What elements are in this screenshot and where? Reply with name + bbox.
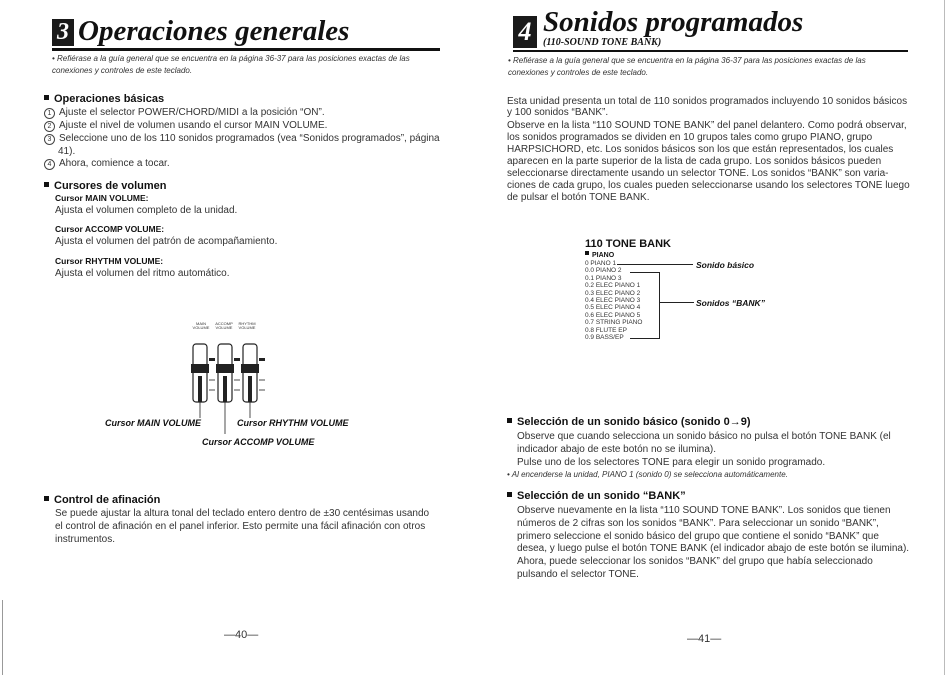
select-basic-note: • Al encenderse la unidad, PIANO 1 (sonido 0) se selecciona automáticamente.	[507, 470, 788, 479]
section-number-badge: 4	[513, 16, 537, 48]
basic-ops-heading: Operaciones básicas	[44, 93, 164, 105]
page-title: Sonidos programados	[543, 6, 804, 38]
caption-accomp-volume: Cursor ACCOMP VOLUME	[202, 437, 315, 447]
title-rule	[52, 48, 440, 51]
right-header	[513, 8, 803, 48]
select-bank-line-4: desea, y luego pulse el botón TONE BANK (el indicador abajo de este botón se ilumina).	[517, 543, 910, 554]
bullet-square-icon	[507, 418, 512, 423]
accomp-volume-label: Cursor ACCOMP VOLUME:	[55, 224, 165, 234]
accomp-volume-text: Ajusta el volumen del patrón de acompañamiento.	[55, 236, 278, 247]
title-rule	[513, 50, 908, 52]
tuning-line-3: instrumentos.	[55, 534, 116, 545]
page-number: —41—	[687, 633, 722, 645]
tone-entry: 0.5 ELEC PIANO 4	[585, 304, 641, 312]
select-bank-line-6: pulsando el selector TONE.	[517, 569, 639, 580]
main-volume-mini-label: MAIN VOLUME	[192, 321, 210, 330]
select-bank-line-2: números de 2 cifras son los sonidos “BANK”. Para seleccionar un sonido “BANK”,	[517, 518, 879, 529]
tone-bank-title: 110 TONE BANK	[585, 238, 671, 250]
circled-number-icon: 1	[44, 108, 55, 119]
step-3: 3 Seleccione uno de los 110 sonidos programados (vea “Sonidos programados”, página	[44, 132, 440, 145]
page-title: Operaciones generales	[78, 15, 350, 47]
tone-entry: 0 PIANO 1	[585, 260, 617, 267]
rhythm-volume-text: Ajusta el volumen del ritmo automático.	[55, 268, 230, 279]
rhythm-volume-label: Cursor RHYTHM VOLUME:	[55, 256, 164, 266]
bank-bracket-bottom	[630, 338, 660, 339]
step-4: 4 Ahora, comience a tocar.	[44, 157, 170, 170]
right-page: 4 Sonidos programados (110-SOUND TONE BANK) • Refiérase a la guía general que se encuentra en la página 36-37 para las posiciones exactas de las conexiones y controles de este teclado. Esta unidad presenta un total de 110 sonidos programados incluyendo 10 sonidos básicos y 100 sonidos “BANK”. Observe en la lista “110 SOUND TONE BANK” del panel delantero. Como podrá observar, los sonidos programados se dividen en 10 grupos tales como grupo PIANO, grupo HARPSICHORD, etc. Los sonidos básicos son los que están representados, los cuales aparecen en la parte superior de la lista de cada grupo. Los sonidos básicos pueden seleccionarse directamente usando un selector TONE. Los sonidos “BANK” son varia- ciones de cada grupo, los cuales pueden seleccionarse usando los selectores TONE luego de pulsar el botón TONE BANK. 110 TONE BANK PIANO 0 PIANO 1 0.0 PIANO 2 0.1 PIANO 3 0.2 ELEC PIANO 1 0.3 ELEC PIANO 2 0.4 ELEC PIANO 3 0.5 ELEC PIANO 4 0.6 ELEC PIANO 5 0.7 STRING PIANO 0.8 FLUTE EP 0.9 BASS/EP Sonido básico Sonidos “BANK” Selección de un sonido básico (sonido 0→9) Observe que cuando selecciona un sonido básico no pulsa el botón TONE BANK (el indicador abajo de este botón no se ilumina). Pulse uno de los selectores TONE para elegir un sonido programado. • Al encenderse la unidad, PIANO 1 (sonido 0) se selecciona automáticamente. Selección de un sonido “BANK” Observe nuevamente en la lista “110 SOUND TONE BANK”. Los sonidos que tienen números de 2 cifras son los sonidos “BANK”. Para seleccionar un sonido “BANK”, primero seleccione el sonido básico del grupo que contiene el sonido “BANK” que desea, y luego pulse el botón TONE BANK (el indicador abajo de este botón se ilumina). Ahora, puede seleccionar los sonidos “BANK” del grupo que había seleccionado pulsando el selector TONE. —41—	[507, 6, 910, 645]
select-basic-line-3: Pulse uno de los selectores TONE para elegir un sonido programado.	[517, 457, 826, 468]
basic-pointer-line	[617, 264, 693, 265]
circled-number-icon: 4	[44, 159, 55, 170]
page-subtitle: (110-SOUND TONE BANK)	[543, 37, 662, 48]
section-number-badge: 3	[52, 19, 74, 46]
tone-group-label: PIANO	[585, 251, 614, 259]
tone-entry: 0.3 ELEC PIANO 2	[585, 289, 641, 297]
rhythm-volume-mini-label: RHYTHM VOLUME	[238, 321, 256, 330]
scan-edge-left	[2, 600, 3, 675]
step-2: 2 Ajuste el nivel de volumen usando el cursor MAIN VOLUME.	[44, 119, 327, 132]
select-bank-line-1: Observe nuevamente en la lista “110 SOUND TONE BANK”. Los sonidos que tienen	[517, 505, 891, 516]
tone-entry: 0.2 ELEC PIANO 1	[585, 282, 641, 290]
label-bank-sounds: Sonidos “BANK”	[696, 298, 765, 308]
tone-entry: 0.9 BASS/EP	[585, 334, 624, 342]
intro-note: • Refiérase a la guía general que se encuentra en la página 36-37 para las posiciones exactas de las conexiones y controles de este teclado.	[52, 54, 410, 75]
label-basic-sound: Sonido básico	[696, 260, 755, 270]
bullet-square-icon	[44, 95, 49, 100]
tone-entry: 0.8 FLUTE EP	[585, 326, 627, 334]
tone-entry: 0.7 STRING PIANO	[585, 319, 643, 327]
main-volume-label: Cursor MAIN VOLUME:	[55, 193, 149, 203]
tuning-heading: Control de afinación	[44, 494, 160, 506]
tuning-line-1: Se puede ajustar la altura tonal del teclado entero dentro de ±30 centésimas usando	[55, 508, 430, 519]
select-bank-line-3: primero seleccione el sonido básico del grupo que contiene el sonido “BANK” que	[517, 531, 879, 542]
tone-entry: 0.0 PIANO 2	[585, 267, 622, 275]
caption-rhythm-volume: Cursor RHYTHM VOLUME	[237, 418, 349, 428]
scan-edge-right	[944, 0, 945, 675]
main-volume-text: Ajusta el volumen completo de la unidad.	[55, 205, 238, 216]
caption-main-volume: Cursor MAIN VOLUME	[105, 418, 202, 428]
bullet-square-icon	[44, 496, 49, 501]
bank-bracket-side	[659, 272, 660, 338]
select-bank-heading: Selección de un sonido “BANK”	[507, 490, 686, 502]
bullet-square-icon	[44, 182, 49, 187]
tuning-line-2: el control de afinación en el panel inferior. Esto permite una fácil afinación con otros	[55, 521, 426, 532]
circled-number-icon: 3	[44, 134, 55, 145]
select-bank-line-5: Ahora, puede seleccionar los sonidos “BANK” del grupo que había seleccionado	[517, 556, 873, 567]
bank-bracket-top	[630, 272, 660, 273]
tone-entry: 0.1 PIANO 3	[585, 274, 622, 282]
accomp-volume-mini-label: ACCOMP VOLUME	[215, 321, 233, 330]
page-number: —40—	[224, 629, 259, 641]
tone-entry: 0.4 ELEC PIANO 3	[585, 297, 641, 305]
bullet-square-icon	[507, 492, 512, 497]
bank-pointer-line	[660, 302, 694, 303]
bullet-square-icon	[585, 251, 589, 255]
select-basic-heading: Selección de un sonido básico (sonido 0→9)	[507, 416, 750, 428]
left-header	[52, 17, 349, 46]
circled-number-icon: 2	[44, 121, 55, 132]
select-basic-line-2: indicador abajo de este botón no se ilumina).	[517, 444, 717, 455]
step-3-cont: 41).	[58, 146, 76, 157]
tone-entry: 0.6 ELEC PIANO 5	[585, 311, 641, 319]
step-1: 1 Ajuste el selector POWER/CHORD/MIDI a la posición “ON”.	[44, 106, 325, 119]
select-basic-line-1: Observe que cuando selecciona un sonido básico no pulsa el botón TONE BANK (el	[517, 431, 891, 442]
intro-note: • Refiérase a la guía general que se encuentra en la página 36-37 para las posiciones exactas de las conexiones y controles de este teclado.	[508, 56, 866, 77]
volume-heading: Cursores de volumen	[44, 180, 166, 192]
